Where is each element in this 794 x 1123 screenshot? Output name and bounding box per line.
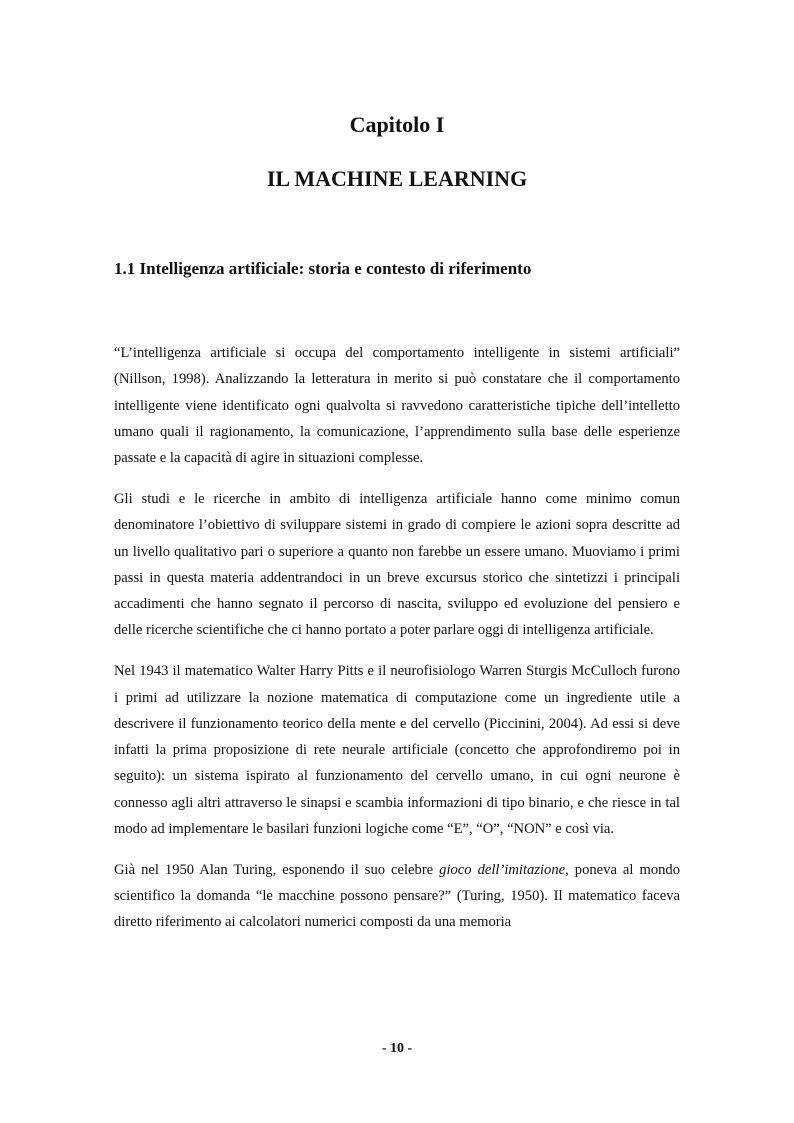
paragraph-3: Nel 1943 il matematico Walter Harry Pitts e il neurofisiologo Warren Sturgis McCulloch furono i primi ad utilizzare la nozione matematica di computazione come un ingrediente utile a descrivere il funzionamento teorico della mente e del cervello (Piccinini, 2004). Ad essi si deve infatti la prima proposizione di rete neurale artificiale (concetto che approfondiremo poi in seguito): un sistema ispirato al funzionamento del cervello umano, in cui ogni neurone è connesso agli altri attraverso le sinapsi e scambia informazioni di tipo binario, e che riesce in tal modo ad implementare le basilari funzioni logiche come “E”, “O”, “NON” e così via.	[114, 663, 680, 838]
paragraph-2: Gli studi e le ricerche in ambito di intelligenza artificiale hanno come minimo comun denominatore l’obiettivo di sviluppare sistemi in grado di compiere le azioni sopra descritte ad un livello qualitativo pari o superiore a quanto non farebbe un essere umano. Muoviamo i primi passi in questa materia addentrandoci in un breve excursus storico che sintetizzi i principali accadimenti che hanno segnato il percorso di nascita, sviluppo ed evoluzione del pensiero e delle ricerche scientifiche che ci hanno portato a poter parlare oggi di intelligenza artificiale.	[114, 490, 680, 639]
chapter-label: Capitolo I	[349, 112, 445, 137]
section-heading: 1.1 Intelligenza artificiale: storia e contesto di riferimento	[114, 259, 532, 278]
paragraph-4	[114, 857, 680, 936]
italic-term: gioco dell’imitazione	[439, 861, 566, 878]
paragraph-4-start: Già nel 1950 Alan Turing, esponendo il suo celebre	[114, 861, 440, 878]
paragraph-1: “L’intelligenza artificiale si occupa del comportamento intelligente in sistemi artificiali” (Nillson, 1998). Analizzando la letteratura in merito si può constatare che il comportamento intelligente viene identificato ogni qualvolta si ravvedono caratteristiche tipiche dell’intelletto umano quali il ragionamento, la comunicazione, l’apprendimento sulla base delle esperienze passate e la capacità di agire in situazioni complesse.	[114, 345, 680, 467]
page-number: - 10 -	[381, 1041, 413, 1056]
paragraph-4-end: , poneva al mondo scientifico la domanda “le macchine possono pensare?” (Turing, 1950). Il matematico faceva diretto riferimento ai calcolatori numerici composti da una memoria	[114, 861, 681, 931]
chapter-title: IL MACHINE LEARNING	[266, 166, 528, 191]
body-text	[114, 340, 680, 950]
